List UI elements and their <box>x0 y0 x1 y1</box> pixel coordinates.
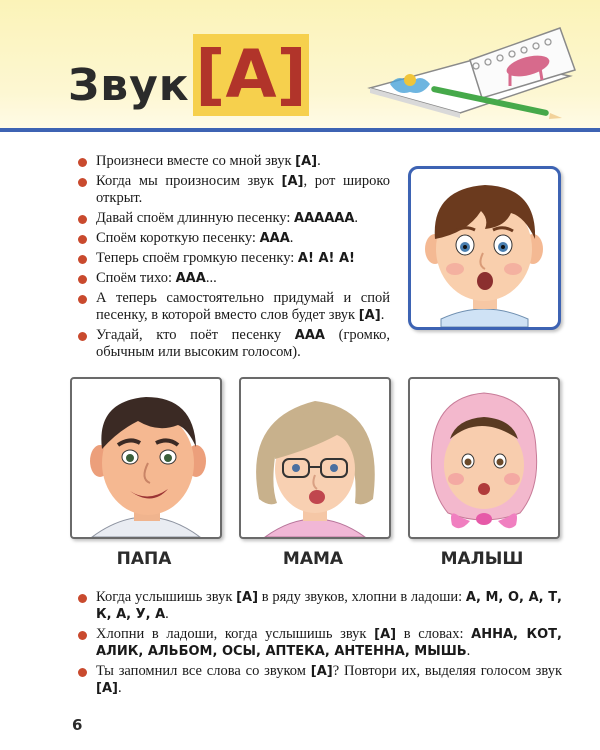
list-item: Угадай, кто поёт песенку ААА (громко, обычным или высоким голосом). <box>72 327 390 361</box>
baby-picture <box>408 377 560 539</box>
list-item: Когда мы произносим звук [А], рот широко открыт. <box>72 173 390 207</box>
instruction-list-top <box>72 153 390 364</box>
list-item: Давай споём длинную песенку: АААААА. <box>72 210 390 227</box>
mama-picture <box>239 377 391 539</box>
singing-boy-picture <box>408 166 561 330</box>
list-item: Споём тихо: ААА... <box>72 270 390 287</box>
list-item: А теперь самостоятельно придумай и спой песенку, в которой вместо слов будет звук [А]. <box>72 290 390 324</box>
list-item: Произнеси вместе со мной звук [А]. <box>72 153 390 170</box>
page-number: 6 <box>72 716 83 734</box>
papa-label: ПАПА <box>116 549 172 569</box>
list-item: Споём короткую песенку: ААА. <box>72 230 390 247</box>
papa-picture <box>70 377 222 539</box>
instruction-list-bottom <box>72 589 562 700</box>
notebook-illustration <box>360 18 580 128</box>
list-item: Теперь споём громкую песенку: А! А! А! <box>72 250 390 267</box>
header-divider <box>0 128 600 132</box>
mama-label: МАМА <box>282 549 344 569</box>
list-item: Ты запомнил все слова со звуком [А]? Повтори их, выделяя голосом звук [А]. <box>72 663 562 697</box>
list-item: Хлопни в ладоши, когда услышишь звук [А] в словах: АННА, КОТ, АЛИК, АЛЬБОМ, ОСЫ, АПТЕКА, АНТЕННА, МЫШЬ. <box>72 626 562 660</box>
list-item: Когда услышишь звук [А] в ряду звуков, хлопни в ладоши: А, М, О, А, Т, К, А, У, А. <box>72 589 562 623</box>
page-title: Звук <box>68 60 190 111</box>
baby-label: МАЛЫШ <box>440 549 524 569</box>
title-sound: [А] <box>195 36 307 113</box>
